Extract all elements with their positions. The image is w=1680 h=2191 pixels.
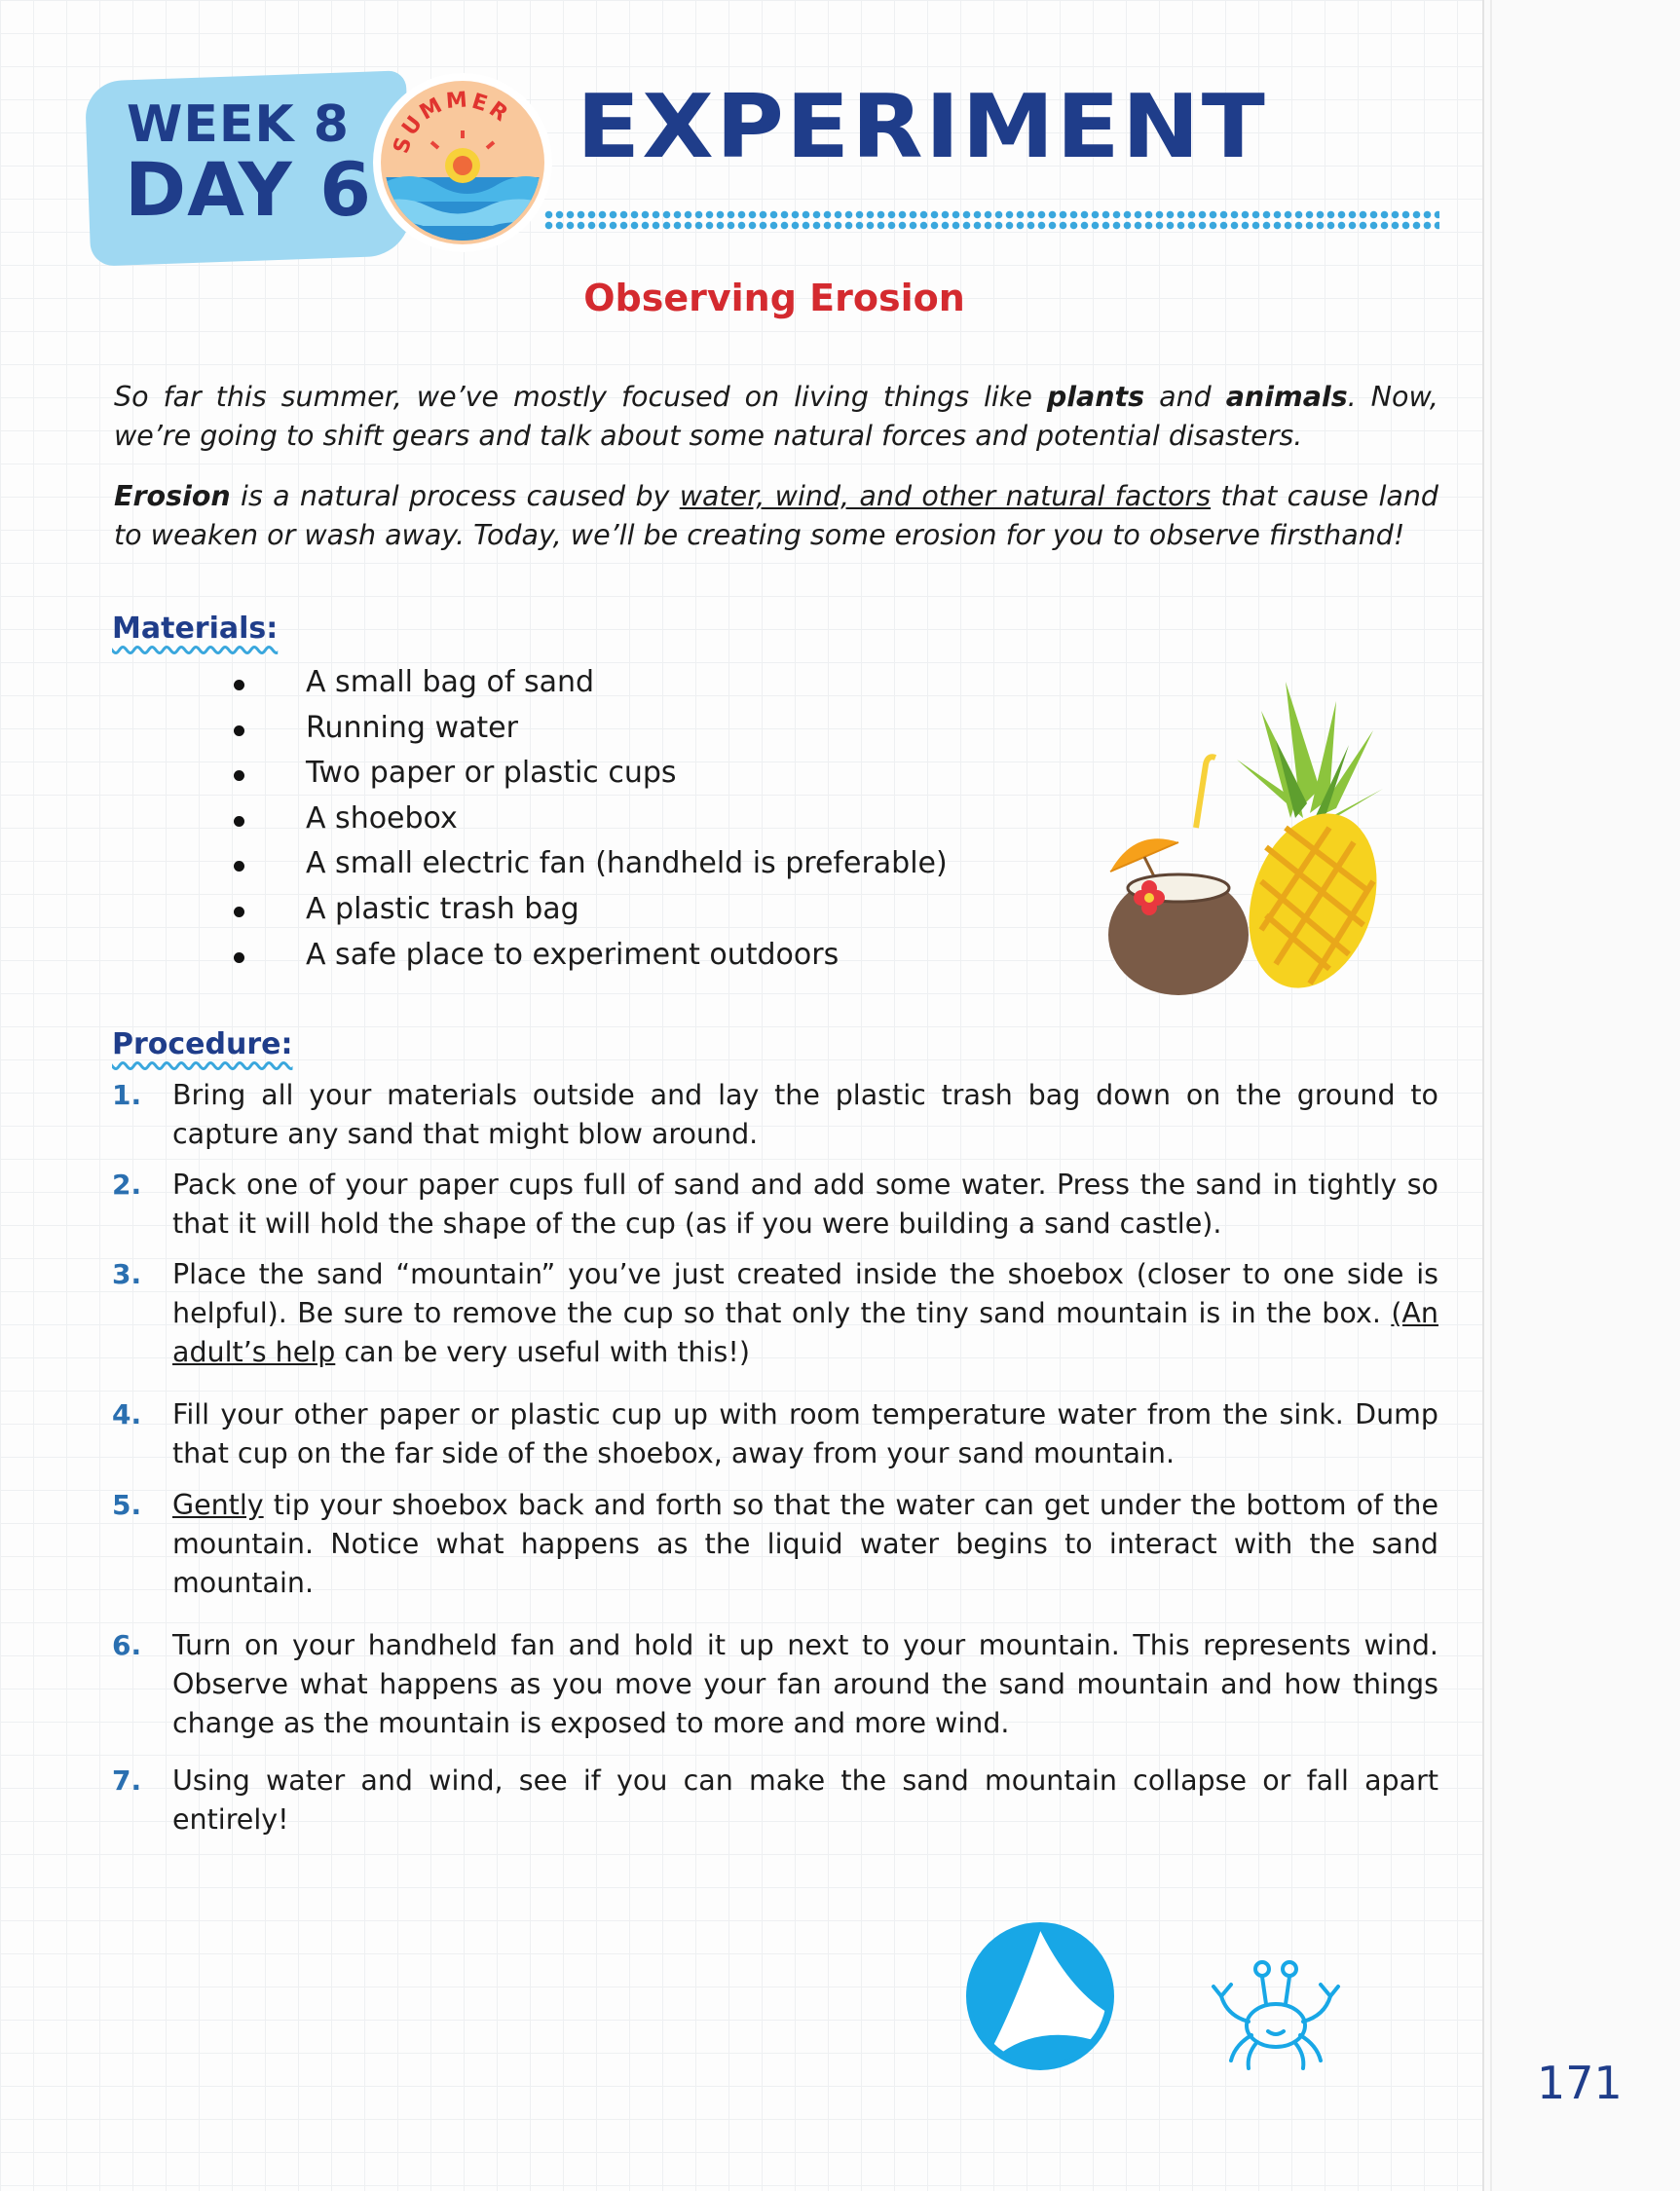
experiment-subtitle: Observing Erosion bbox=[583, 277, 965, 319]
step-text: Turn on your handheld fan and hold it up next to your mountain. This represents wind. Observe what happens as you move your fan around the sand mountain and how things change as the mountain is exposed to more and more wind. bbox=[172, 1629, 1438, 1739]
step-number: 3. bbox=[112, 1258, 142, 1290]
logo-text: SUMMER bbox=[389, 88, 515, 157]
procedure-heading: Procedure: bbox=[112, 1027, 293, 1061]
list-item: A shoebox bbox=[234, 797, 948, 842]
step-number: 2. bbox=[112, 1169, 142, 1201]
summer-logo bbox=[370, 70, 555, 255]
materials-list bbox=[234, 660, 948, 978]
step-text: Using water and wind, see if you can make the sand mountain collapse or fall apart entirely! bbox=[172, 1764, 1438, 1836]
day-label: DAY 6 bbox=[125, 146, 373, 233]
week-label: WEEK 8 bbox=[127, 95, 350, 154]
list-item: A plastic trash bag bbox=[234, 887, 948, 933]
page-edge bbox=[1482, 0, 1680, 2191]
step-text: Pack one of your paper cups full of sand and add some water. Press the sand in tightly so that it will hold the shape of the cup (as if you were building a sand castle). bbox=[172, 1169, 1438, 1240]
list-item: A safe place to experiment outdoors bbox=[234, 933, 948, 979]
list-item: A small electric fan (handheld is preferable) bbox=[234, 841, 948, 887]
list-item: Running water bbox=[234, 706, 948, 752]
beach-ball-icon bbox=[962, 1918, 1118, 2074]
step-text: Fill your other paper or plastic cup up with room temperature water from the sink. Dump that cup on the far side of the shoebox, away from your sand mountain. bbox=[172, 1398, 1438, 1469]
procedure-step bbox=[112, 1255, 1438, 1372]
step-text: Place the sand “mountain” you’ve just created inside the shoebox (closer to one side is helpful). Be sure to remove the cup so that only the tiny sand mountain is in the box. (An adult’s help can be very useful with this!) bbox=[172, 1258, 1438, 1368]
list-item: Two paper or plastic cups bbox=[234, 751, 948, 797]
step-text: Bring all your materials outside and lay the plastic trash bag down on the ground to capture any sand that might blow around. bbox=[172, 1079, 1438, 1150]
page-number: 171 bbox=[1537, 2057, 1623, 2109]
step-number: 4. bbox=[112, 1398, 142, 1430]
procedure-step bbox=[112, 1076, 1438, 1154]
procedure-step bbox=[112, 1626, 1438, 1743]
step-number: 1. bbox=[112, 1079, 142, 1111]
page-title: EXPERIMENT bbox=[577, 76, 1267, 178]
intro-paragraph-2: Erosion is a natural process caused by water, wind, and other natural factors that cause land to weaken or wash away. Today, we’ll be creating some erosion for you to observe firsthand! bbox=[114, 480, 1438, 551]
materials-heading: Materials: bbox=[112, 612, 279, 646]
procedure-step bbox=[112, 1486, 1438, 1603]
procedure-step bbox=[112, 1762, 1438, 1839]
procedure-step bbox=[112, 1395, 1438, 1473]
step-text: Gently tip your shoebox back and forth so that the water can get under the bottom of the mountain. Notice what happens as the liquid water begins to interact with the sand mountain. bbox=[172, 1489, 1438, 1599]
crab-icon bbox=[1198, 1948, 1354, 2074]
step-number: 6. bbox=[112, 1629, 142, 1661]
step-number: 5. bbox=[112, 1489, 142, 1521]
step-number: 7. bbox=[112, 1764, 142, 1797]
intro-paragraph-1: So far this summer, we’ve mostly focused on living things like plants and animals. Now, we’re going to shift gears and talk about some natural forces and potential disasters. bbox=[114, 381, 1438, 452]
procedure-step bbox=[112, 1166, 1438, 1244]
list-item: A small bag of sand bbox=[234, 660, 948, 706]
dotted-divider bbox=[543, 209, 1439, 231]
coconut-pineapple-illustration bbox=[1081, 672, 1393, 1003]
